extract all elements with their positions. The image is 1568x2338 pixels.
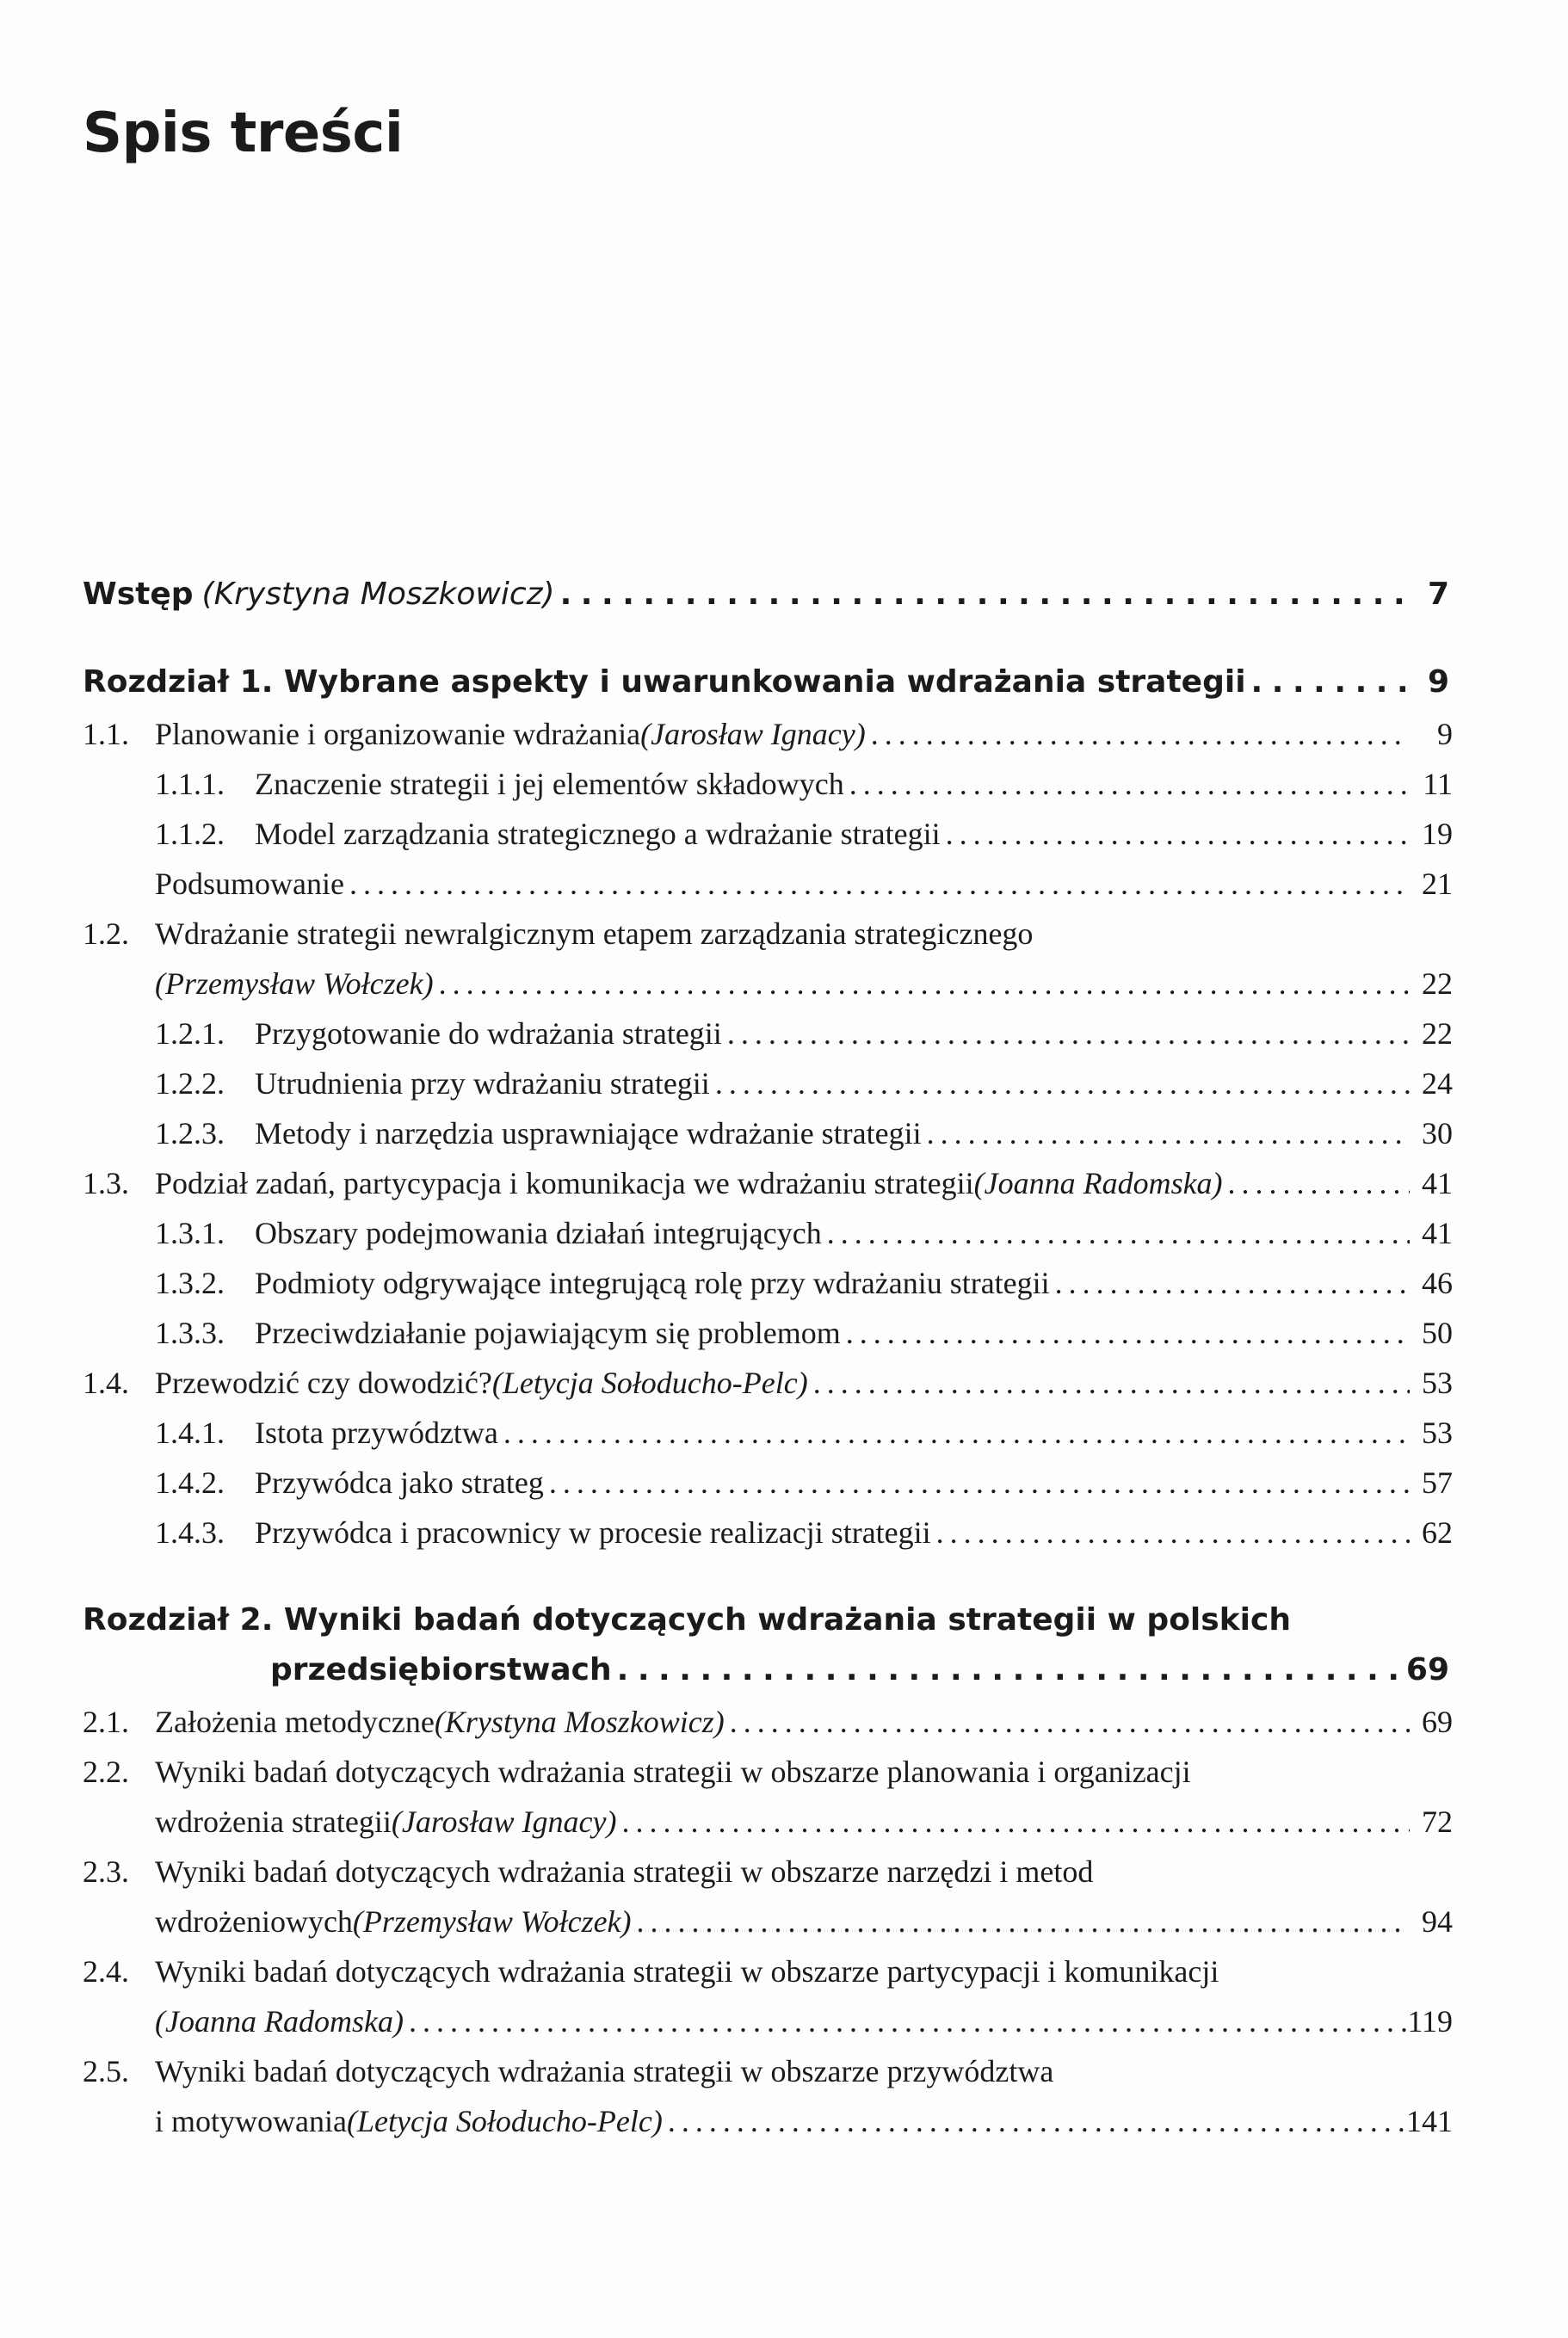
entry-page: 22 xyxy=(1422,966,1453,1001)
leader-dots xyxy=(1251,657,1410,707)
entry-author: (Letycja Sołoducho-Pelc) xyxy=(491,1366,808,1400)
entry-page: 53 xyxy=(1422,1366,1453,1400)
leader-dots xyxy=(503,1408,1410,1458)
leader-dots xyxy=(1055,1258,1410,1308)
entry-page: 62 xyxy=(1422,1515,1453,1550)
entry-page: 30 xyxy=(1422,1116,1453,1150)
entry-number: 1.1. xyxy=(83,717,129,751)
entry-title: Obszary podejmowania działań integrujących xyxy=(255,1216,822,1250)
entry-number: 1.2.3. xyxy=(155,1116,225,1150)
entry-title: Wyniki badań dotyczących wdrażania strategii w obszarze narzędzi i metod xyxy=(155,1854,1094,1889)
entry-author: (Jarosław Ignacy) xyxy=(640,717,866,751)
entry-number: 2.2. xyxy=(83,1755,129,1789)
entry-author: (Jarosław Ignacy) xyxy=(391,1804,617,1839)
entry-number: 1.4.2. xyxy=(155,1465,225,1500)
entry-author: (Przemysław Wołczek) xyxy=(352,1904,632,1939)
entry-title: Przywódca i pracownicy w procesie realizacji strategii xyxy=(255,1515,931,1550)
chapter-2-label-line2: przedsiębiorstwach xyxy=(270,1652,612,1687)
leader-dots xyxy=(849,759,1410,809)
entry-page: 57 xyxy=(1422,1465,1453,1500)
leader-dots xyxy=(730,1697,1410,1747)
entry-author: (Krystyna Moszkowicz) xyxy=(434,1705,725,1739)
entry-title: Przywódca jako strateg xyxy=(255,1465,544,1500)
entry-number: 1.2. xyxy=(83,916,129,951)
entry-title: Założenia metodyczne xyxy=(155,1705,435,1739)
leader-dots xyxy=(637,1897,1410,1946)
entry-number: 2.3. xyxy=(83,1854,129,1889)
entry-number: 1.3.2. xyxy=(155,1266,225,1300)
entry-number: 1.2.1. xyxy=(155,1016,225,1051)
entry-author: (Joanna Radomska) xyxy=(973,1166,1223,1200)
entry-page: 94 xyxy=(1422,1904,1453,1939)
leader-dots xyxy=(409,1996,1410,2046)
leader-dots xyxy=(622,1797,1411,1847)
entry-title: Wyniki badań dotyczących wdrażania strategii w obszarze przywództwa xyxy=(155,2054,1054,2088)
intro-page: 7 xyxy=(1427,577,1449,612)
entry-title: Wyniki badań dotyczących wdrażania strategii w obszarze partycypacji i komunikacji xyxy=(155,1954,1219,1989)
leader-dots xyxy=(1228,1158,1410,1208)
page-title: Spis treści xyxy=(83,102,404,165)
intro-label: Wstęp xyxy=(83,577,194,612)
entry-number: 1.2.2. xyxy=(155,1066,225,1101)
entry-title-cont: wdrożenia strategii xyxy=(155,1804,392,1839)
entry-page: 141 xyxy=(1406,2104,1453,2138)
leader-dots xyxy=(813,1358,1410,1408)
entry-page: 46 xyxy=(1422,1266,1453,1300)
leader-dots xyxy=(946,809,1410,859)
entry-page: 21 xyxy=(1422,867,1453,901)
leader-dots xyxy=(549,1458,1410,1508)
leader-dots xyxy=(349,859,1410,909)
chapter-2-label-line1[interactable]: Rozdział 2. Wyniki badań dotyczących wdrażania strategii w polskich xyxy=(83,1602,1291,1638)
entry-number: 2.1. xyxy=(83,1705,129,1739)
entry-page: 22 xyxy=(1422,1016,1453,1051)
entry-number: 1.4. xyxy=(83,1366,129,1400)
chapter-2-page: 69 xyxy=(1405,1652,1449,1687)
entry-title: Przeciwdziałanie pojawiającym się problemom xyxy=(255,1316,841,1350)
leader-dots xyxy=(936,1508,1410,1558)
entry-title: Znaczenie strategii i jej elementów składowych xyxy=(255,767,844,801)
entry-page: 19 xyxy=(1422,817,1453,851)
entry-title: Podsumowanie xyxy=(155,867,344,901)
entry-title: Podział zadań, partycypacja i komunikacja we wdrażaniu strategii xyxy=(155,1166,974,1200)
entry-title: Istota przywództwa xyxy=(255,1416,498,1450)
entry-number: 1.3.3. xyxy=(155,1316,225,1350)
entry-page: 69 xyxy=(1422,1705,1453,1739)
entry-page: 41 xyxy=(1422,1216,1453,1250)
entry-title-cont: i motywowania xyxy=(155,2104,347,2138)
entry-page: 119 xyxy=(1407,2004,1453,2039)
entry-title-cont: wdrożeniowych xyxy=(155,1904,353,1939)
entry-number: 1.4.3. xyxy=(155,1515,225,1550)
entry-number: 1.3. xyxy=(83,1166,129,1200)
entry-title: Metody i narzędzia usprawniające wdrażanie strategii xyxy=(255,1116,922,1150)
entry-number: 1.1.2. xyxy=(155,817,225,851)
entry-title: Utrudnienia przy wdrażaniu strategii xyxy=(255,1066,710,1101)
entry-page: 24 xyxy=(1422,1066,1453,1101)
entry-number: 1.1.1. xyxy=(155,767,225,801)
leader-dots xyxy=(617,1645,1410,1695)
leader-dots xyxy=(668,2096,1410,2146)
chapter-1-label: Rozdział 1. Wybrane aspekty i uwarunkowania wdrażania strategii xyxy=(83,664,1246,700)
entry-page: 50 xyxy=(1422,1316,1453,1350)
leader-dots xyxy=(827,1208,1410,1258)
leader-dots xyxy=(715,1058,1410,1108)
entry-page: 72 xyxy=(1422,1804,1453,1839)
entry-author: (Letycja Sołoducho-Pelc) xyxy=(346,2104,663,2138)
entry-author: (Joanna Radomska) xyxy=(155,2004,404,2039)
entry-title: Model zarządzania strategicznego a wdrażanie strategii xyxy=(255,817,941,851)
leader-dots xyxy=(560,570,1410,620)
leader-dots xyxy=(846,1308,1410,1358)
intro-author: (Krystyna Moszkowicz) xyxy=(201,577,555,612)
entry-title: Wyniki badań dotyczących wdrażania strategii w obszarze planowania i organizacji xyxy=(155,1755,1191,1789)
entry-page: 41 xyxy=(1422,1166,1453,1200)
entry-title: Planowanie i organizowanie wdrażania xyxy=(155,717,641,751)
entry-number: 1.4.1. xyxy=(155,1416,225,1450)
entry-title: Przygotowanie do wdrażania strategii xyxy=(255,1016,722,1051)
entry-number: 2.5. xyxy=(83,2054,129,2088)
entry-number: 2.4. xyxy=(83,1954,129,1989)
entry-page: 53 xyxy=(1422,1416,1453,1450)
entry-number: 1.3.1. xyxy=(155,1216,225,1250)
entry-page: 11 xyxy=(1423,767,1453,801)
entry-title: Przewodzić czy dowodzić? xyxy=(155,1366,492,1400)
leader-dots xyxy=(871,709,1410,759)
leader-dots xyxy=(727,1009,1410,1058)
entry-title: Podmioty odgrywające integrującą rolę przy wdrażaniu strategii xyxy=(255,1266,1050,1300)
leader-dots xyxy=(927,1108,1410,1158)
entry-page: 9 xyxy=(1437,717,1453,751)
entry-title: Wdrażanie strategii newralgicznym etapem zarządzania strategicznego xyxy=(155,916,1034,951)
chapter-1-page: 9 xyxy=(1427,664,1449,700)
entry-author: (Przemysław Wołczek) xyxy=(155,966,434,1001)
leader-dots xyxy=(439,959,1410,1009)
